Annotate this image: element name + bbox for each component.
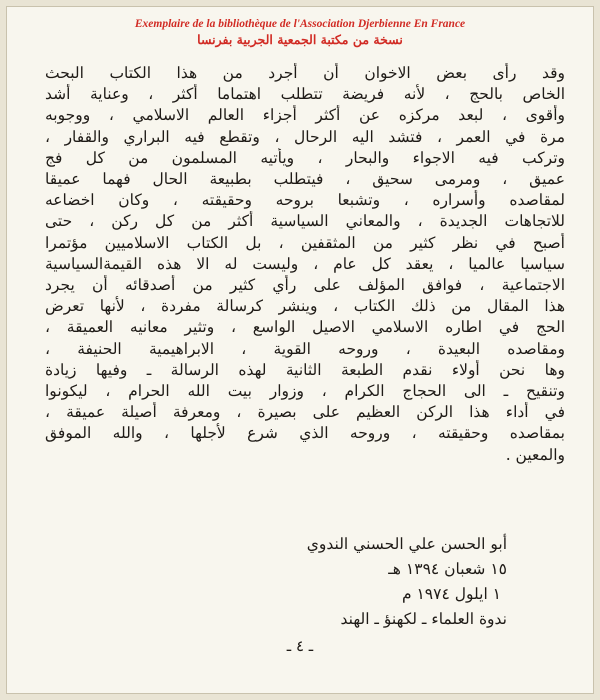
author-location: ندوة العلماء ـ لكهنؤ ـ الهند xyxy=(340,610,507,628)
text-line: لمقاصده وأسراره ، وتشبعا بروحه وحقيقته ، وكان اخضاعه xyxy=(45,191,565,210)
author-name: أبو الحسن علي الحسني الندوي xyxy=(306,535,507,553)
text-line: أصبح في نظر كثير من المثقفين ، بل الكتاب الاسلاميين مؤتمرا xyxy=(45,233,565,252)
text-line: والمعين . xyxy=(505,445,565,464)
document-page xyxy=(6,6,594,694)
text-line: مرة في العمر ، فتشد اليه الرحال ، وتقطع فيه البراري والقفار ، xyxy=(45,127,565,146)
text-line: في أداء هذا الركن العظيم على بصيرة ، ومعرفة أصيلة عميقة ، xyxy=(45,403,565,422)
library-watermark-arabic: نسخة من مكتبة الجمعية الجربية بفرنسا xyxy=(197,32,403,47)
text-line: ومقاصده البعيدة ، وروحه القوية ، الابراهيمية الحنيفة ، xyxy=(45,339,565,358)
library-watermark-french: Exemplaire de la bibliothèque de l'Association Djerbienne En France xyxy=(134,18,466,30)
text-line: وها نحن أولاء نقدم الطبعة الثانية لهذه الرسالة ـ وفيها زيادة xyxy=(45,360,565,379)
text-line: الخاص بالحج ، لأنه فريضة تتطلب اهتماما أكثر ، وعناية أشد xyxy=(45,85,565,104)
gregorian-date: ١ ايلول ١٩٧٤ م xyxy=(401,585,501,603)
text-line: الاجتماعية ، فوافق المؤلف على رأي كثير من أصدقائه أن يجرد xyxy=(45,276,565,295)
text-line: وأقوى ، لبعد مركزه عن أكثر أجزاء العالم الاسلامي ، ووجوبه xyxy=(45,106,565,125)
text-line: هذا المقال من ذلك الكتاب ، وينشر كرسالة مفردة ، لأنها تعرض xyxy=(45,297,565,316)
text-line: وتركب فيه الاجواء والبحار ، ويأتيه المسلمون من كل فج xyxy=(45,148,565,167)
text-line: عميق ، ومرمى سحيق ، فيتطلب بطبيعة الحال فهما عميقا xyxy=(45,170,565,189)
text-line: الحج في اطاره الاسلامي الاصيل الواسع ، وتثير معانيه العميقة ، xyxy=(45,318,565,337)
author-signature-block xyxy=(157,532,507,632)
text-line: بمقاصده وحقيقته ، وروحه الذي شرع لأجلها ، والله الموفق xyxy=(45,424,565,443)
preface-paragraph xyxy=(45,63,565,466)
text-line: وتنقيح ـ الى الحجاج الكرام ، وزوار بيت الله الحرام ، ليكونوا xyxy=(45,382,565,401)
text-line: وقد رأى بعض الاخوان أن أجرد من هذا الكتاب البحث xyxy=(45,64,565,82)
text-line: للاتجاهات الجديدة ، والمعاني السياسية أكثر من كل ركن ، حتى xyxy=(45,212,565,231)
text-line: سياسيا عالميا ، يعقد كل عام ، وليست له الا هذه القيمةالسياسية xyxy=(45,254,565,273)
hijri-date: ١٥ شعبان ١٣٩٤ هـ xyxy=(388,560,507,578)
page-number: ـ ٤ ـ xyxy=(286,637,314,655)
